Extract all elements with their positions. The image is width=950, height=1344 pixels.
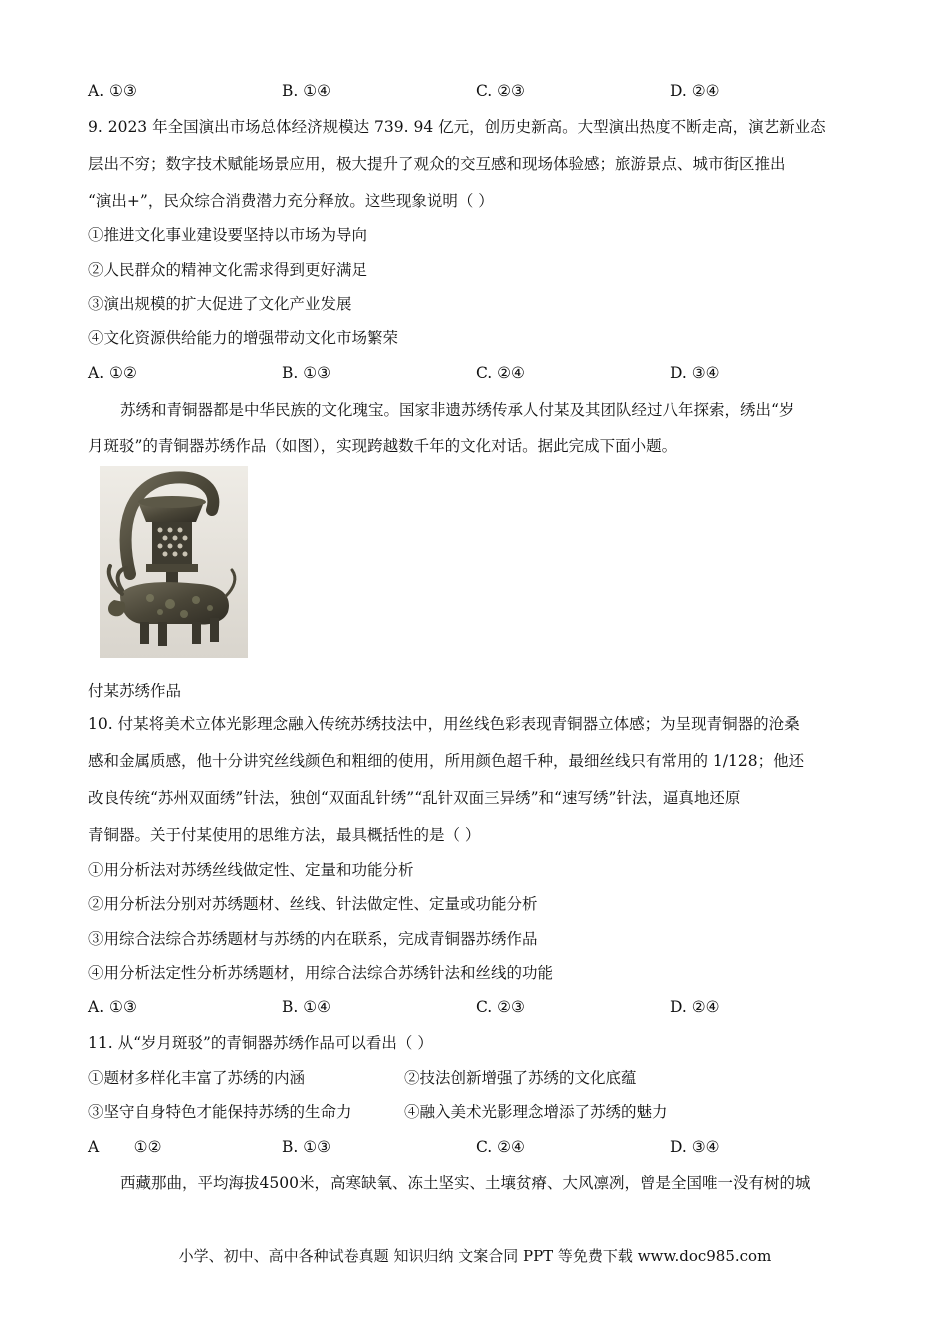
q11-option-d: D. ③④	[670, 1138, 720, 1156]
q11-option-a: A ①②	[88, 1138, 162, 1156]
q10-stem-line-4: 青铜器。关于付某使用的思维方法，最具概括性的是（ ）	[88, 826, 481, 844]
q11-option-b: B. ①③	[282, 1138, 332, 1156]
q9-item-3: ③演出规模的扩大促进了文化产业发展	[88, 295, 352, 313]
q9-option-b: B. ①③	[282, 364, 332, 382]
page-footer: 小学、初中、高中各种试卷真题 知识归纳 文案合同 PPT 等免费下载 www.doc985.com	[178, 1247, 772, 1265]
q9-stem-line-3: “演出+”，民众综合消费潜力充分释放。这些现象说明（ ）	[88, 192, 494, 210]
q11-item-1: ①题材多样化丰富了苏绣的内涵	[88, 1069, 306, 1087]
q11-items-row-2	[88, 1101, 868, 1123]
q9-stem-line-2: 层出不穷；数字技术赋能场景应用，极大提升了观众的交互感和现场体验感；旅游景点、城市街区推出	[88, 155, 786, 173]
q9-stem-line-1: 9. 2023 年全国演出市场总体经济规模达 739. 94 亿元，创历史新高。大型演出热度不断走高，演艺新业态	[88, 118, 826, 136]
q10-item-4: ④用分析法定性分析苏绣题材，用综合法综合苏绣针法和丝线的功能	[88, 964, 554, 982]
q10-stem-line-1: 10. 付某将美术立体光影理念融入传统苏绣技法中，用丝线色彩表现青铜器立体感；为呈现青铜器的沧桑	[88, 715, 800, 733]
q10-option-a: A. ①③	[88, 998, 137, 1016]
q8-option-d: D. ②④	[670, 82, 720, 100]
q9-option-c: C. ②④	[476, 364, 525, 382]
q11-items-row-1	[88, 1067, 868, 1089]
q11-item-4: ④融入美术光影理念增添了苏绣的魅力	[404, 1103, 668, 1121]
q8-option-b: B. ①④	[282, 82, 332, 100]
q8-option-a: A. ①③	[88, 82, 137, 100]
q11-item-2: ②技法创新增强了苏绣的文化底蕴	[404, 1069, 637, 1087]
q10-option-c: C. ②③	[476, 998, 525, 1016]
q10-stem-line-2: 感和金属质感，他十分讲究丝线颜色和粗细的使用，所用颜色超千种，最细丝线只有常用的 1/128；他还	[88, 752, 805, 770]
q9-item-4: ④文化资源供给能力的增强带动文化市场繁荣	[88, 329, 399, 347]
q10-item-2: ②用分析法分别对苏绣题材、丝线、针法做定性、定量或功能分析	[88, 895, 538, 913]
q11-item-3: ③坚守自身特色才能保持苏绣的生命力	[88, 1103, 352, 1121]
q9-option-a: A. ①②	[88, 364, 137, 382]
q9-options	[88, 362, 868, 384]
passage-line-1: 苏绣和青铜器都是中华民族的文化瑰宝。国家非遗苏绣传承人付某及其团队经过八年探索，绣出“岁	[120, 401, 795, 419]
q10-stem-line-3: 改良传统“苏州双面绣”针法，独创“双面乱针绣”“乱针双面三异绣”和“速写绣”针法，逼真地还原	[88, 789, 741, 807]
q10-option-d: D. ②④	[670, 998, 720, 1016]
q11-stem: 11. 从“岁月斑驳”的青铜器苏绣作品可以看出（ ）	[88, 1034, 433, 1052]
q9-option-d: D. ③④	[670, 364, 720, 382]
next-passage-line: 西藏那曲，平均海拔4500米，高寒缺氧、冻土坚实、土壤贫瘠、大风凛冽，曾是全国唯一没有树的城	[120, 1174, 811, 1192]
q8-option-c: C. ②③	[476, 82, 525, 100]
q10-item-1: ①用分析法对苏绣丝线做定性、定量和功能分析	[88, 861, 414, 879]
embroidery-image	[100, 466, 248, 658]
q9-item-2: ②人民群众的精神文化需求得到更好满足	[88, 261, 368, 279]
figure-caption: 付某苏绣作品	[88, 682, 182, 700]
q10-item-3: ③用综合法综合苏绣题材与苏绣的内在联系，完成青铜器苏绣作品	[88, 930, 538, 948]
q11-options	[88, 1136, 868, 1158]
q10-option-b: B. ①④	[282, 998, 332, 1016]
q11-option-c: C. ②④	[476, 1138, 525, 1156]
q9-item-1: ①推进文化事业建设要坚持以市场为导向	[88, 226, 368, 244]
q8-options	[88, 80, 868, 102]
q10-options	[88, 996, 868, 1018]
passage-line-2: 月斑驳”的青铜器苏绣作品（如图），实现跨越数千年的文化对话。据此完成下面小题。	[88, 437, 678, 455]
